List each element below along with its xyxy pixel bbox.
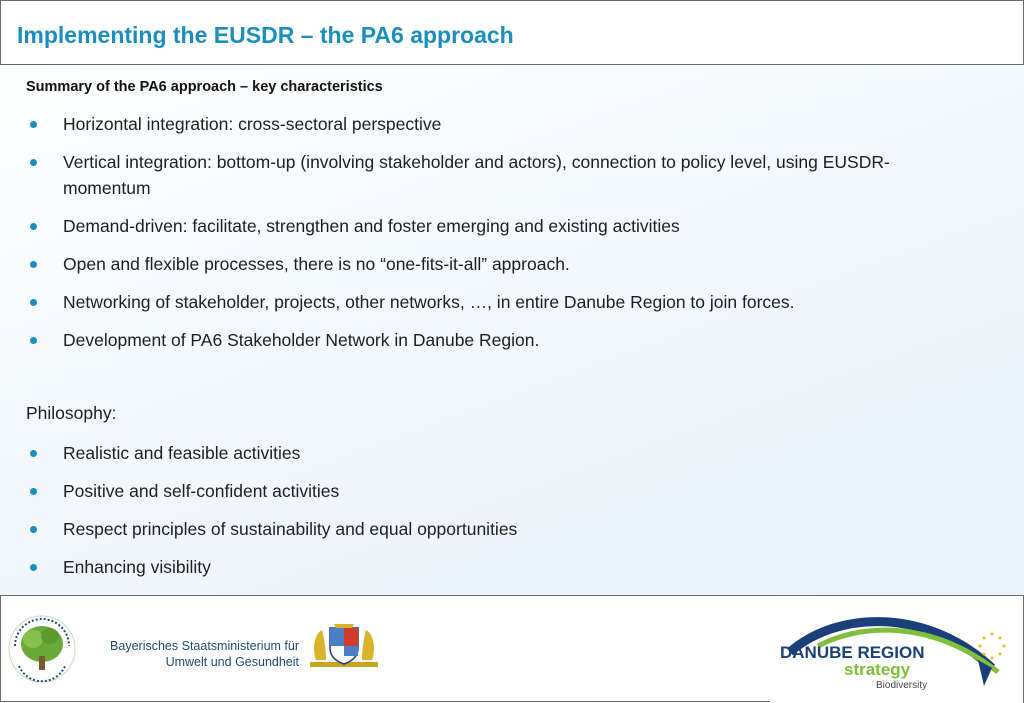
ministry-line-2: Umwelt und Gesundheit [165,655,299,669]
ministry-name [109,638,299,670]
list-item [26,149,946,201]
danube-region-logo [770,595,1024,703]
bullet-icon [30,261,37,268]
danube-region-text: DANUBE REGION [780,643,925,662]
footer [0,595,1024,702]
bullet-icon [30,337,37,344]
list-item-text: Networking of stakeholder, projects, other networks, …, in entire Danube Region to join forces. [63,292,795,312]
list-item [26,440,946,466]
strategy-text: strategy [844,660,911,679]
list-item [26,289,946,315]
list-item-text: Horizontal integration: cross-sectoral perspective [63,114,442,134]
lebensministerium-logo [7,606,77,692]
summary-list [26,111,946,365]
bullet-icon [30,564,37,571]
biodiversity-text: Biodiversity [876,680,928,691]
list-item [26,251,946,277]
list-item-text: Realistic and feasible activities [63,443,301,463]
bullet-icon [30,526,37,533]
bullet-icon [30,450,37,457]
list-item-text: Vertical integration: bottom-up (involving stakeholder and actors), connection to policy level, using EUSDR-momentum [63,152,890,198]
list-item-text: Respect principles of sustainability and equal opportunities [63,519,518,539]
footer-logos-left [0,595,771,702]
list-item [26,213,946,239]
philosophy-list [26,440,946,592]
philosophy-heading: Philosophy: [26,403,117,423]
list-item-text: Development of PA6 Stakeholder Network in Danube Region. [63,330,540,350]
list-item-text: Positive and self-confident activities [63,481,340,501]
bullet-icon [30,121,37,128]
ministry-line-1: Bayerisches Staatsministerium für [110,639,299,653]
list-item-text: Enhancing visibility [63,557,211,577]
bavarian-coat-of-arms-icon [310,620,378,668]
bullet-icon [30,159,37,166]
list-item [26,516,946,542]
list-item-text: Open and flexible processes, there is no “one-fits-it-all” approach. [63,254,570,274]
list-item [26,111,946,137]
bullet-icon [30,488,37,495]
list-item [26,478,946,504]
list-item [26,554,946,580]
bullet-icon [30,223,37,230]
summary-heading: Summary of the PA6 approach – key characteristics [26,79,383,95]
page-title: Implementing the EUSDR – the PA6 approach [17,22,514,48]
title-bar [0,0,1024,65]
bullet-icon [30,299,37,306]
list-item [26,327,946,353]
list-item-text: Demand-driven: facilitate, strengthen and foster emerging and existing activities [63,216,680,236]
